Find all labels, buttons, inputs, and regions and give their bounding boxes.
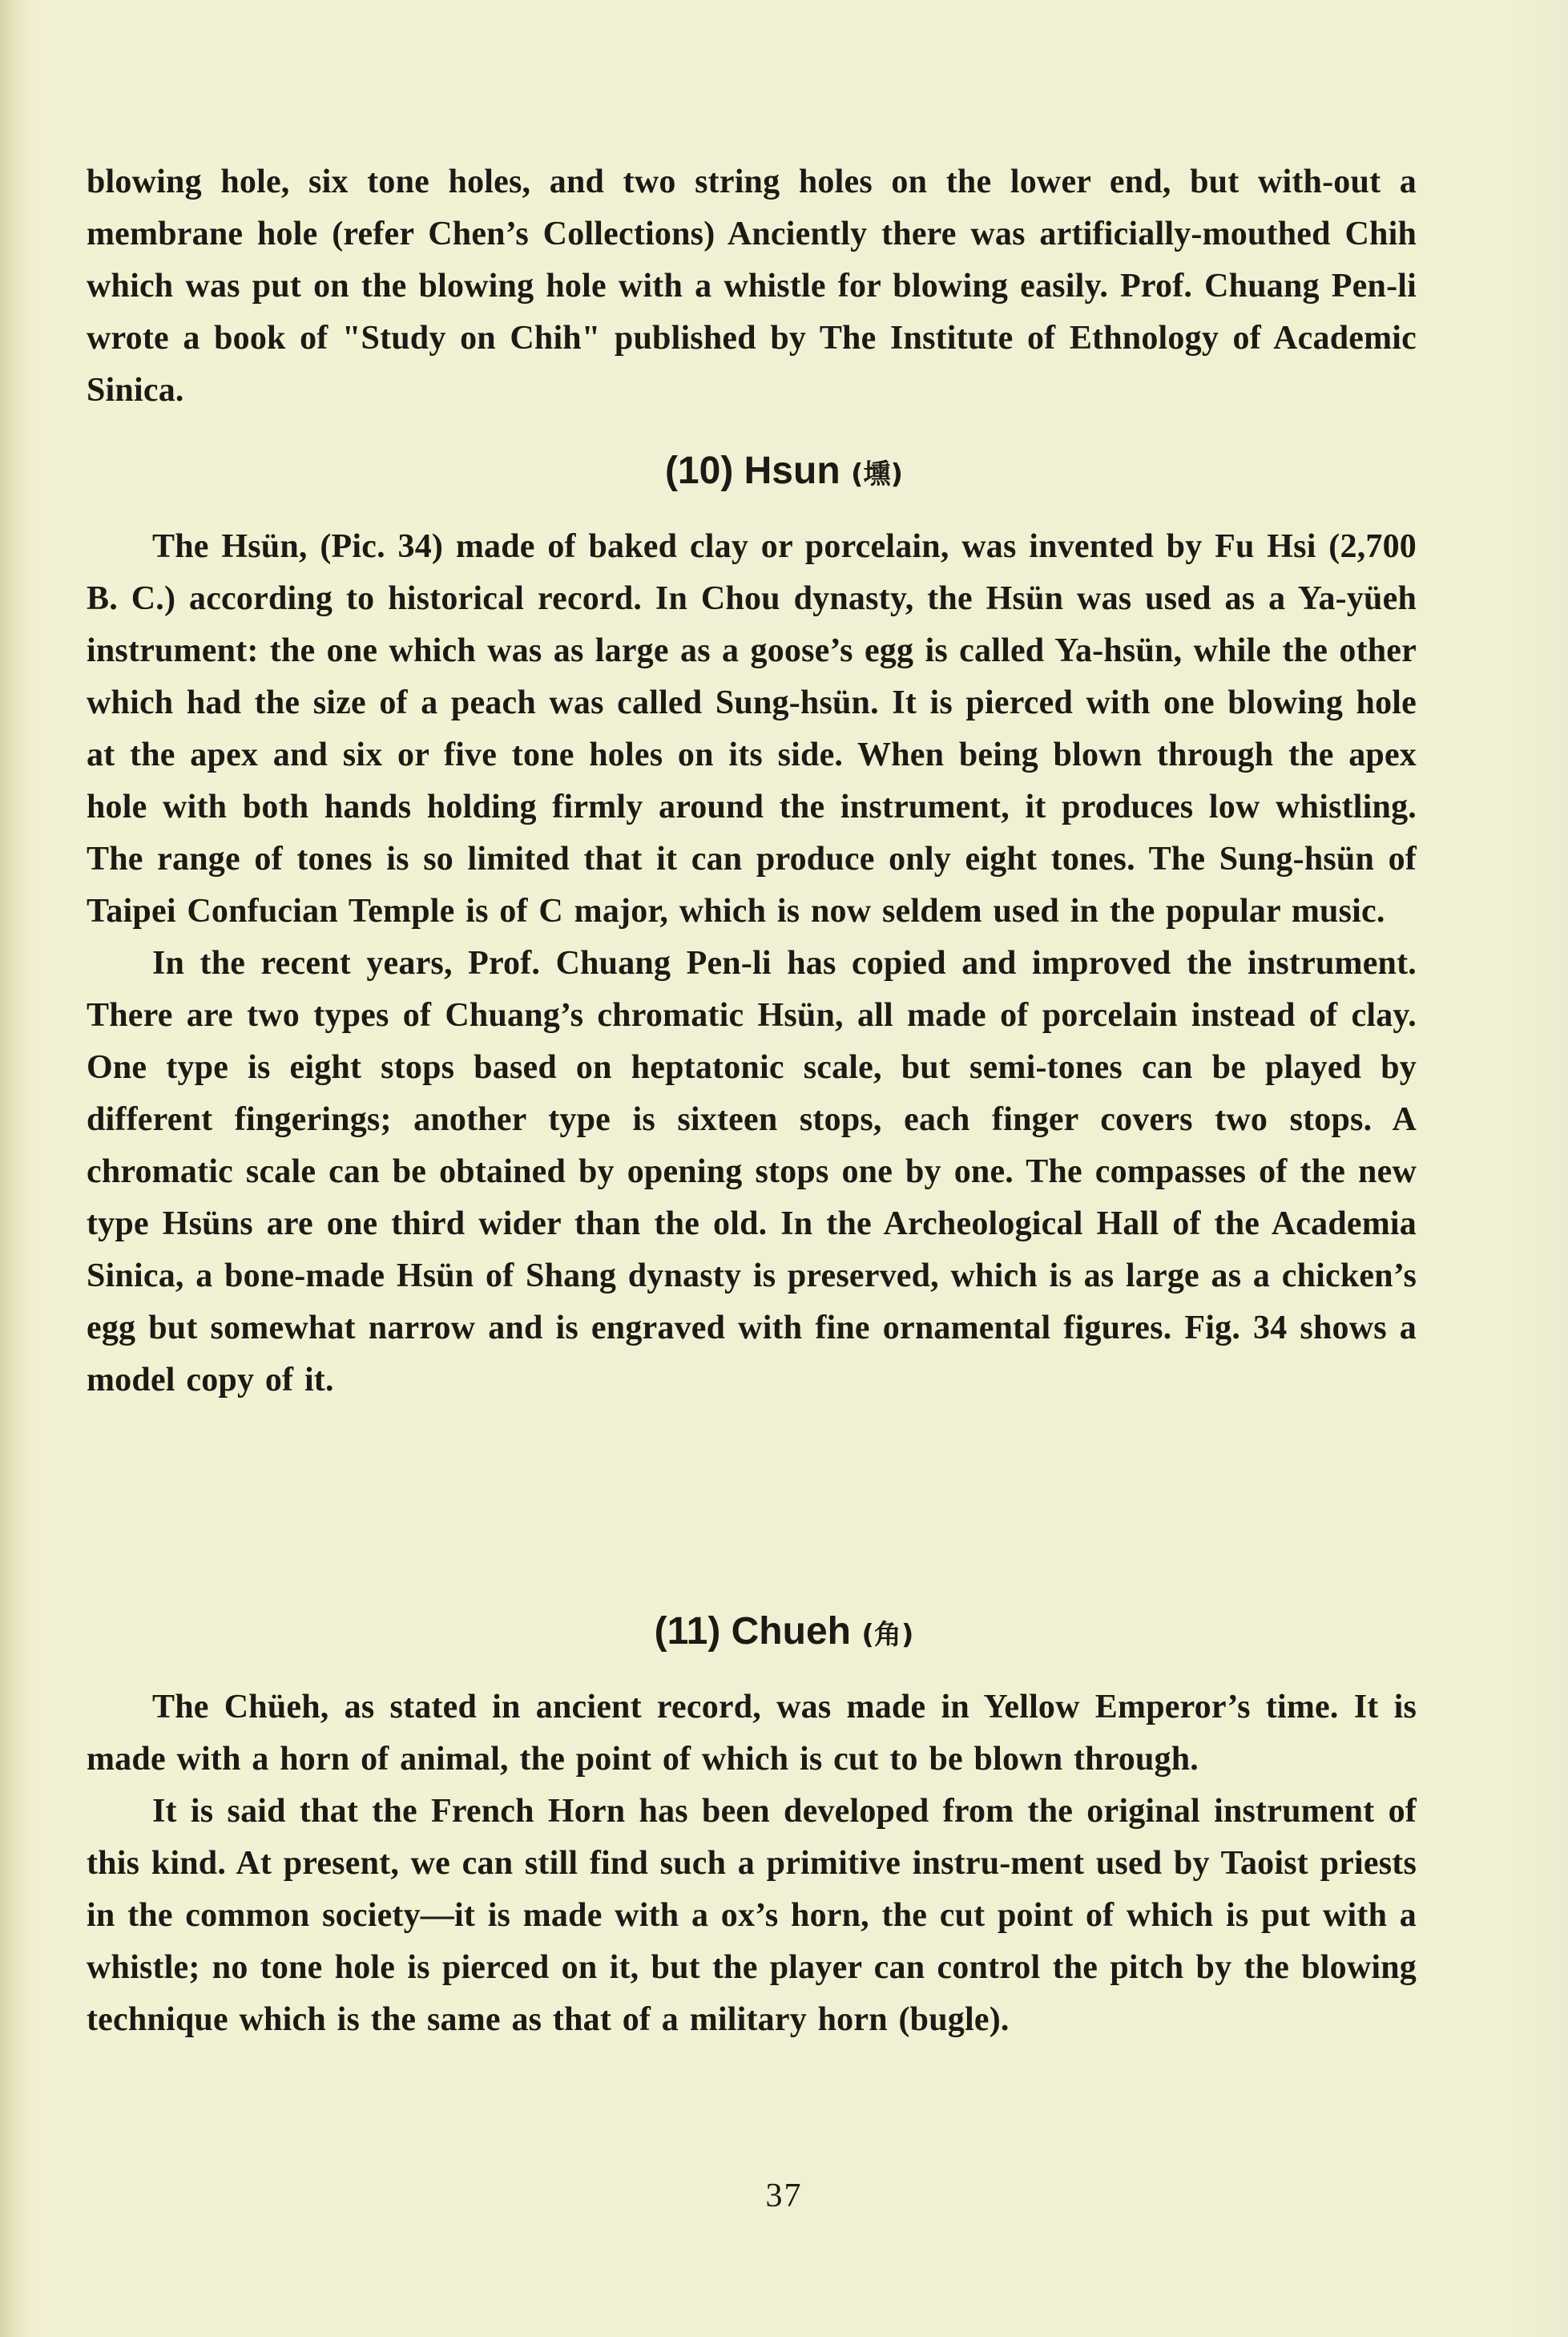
section-10-body	[87, 521, 1417, 1407]
section-11-chinese: (角)	[861, 1619, 914, 1651]
binding-gutter-shadow	[0, 0, 27, 2337]
section-10-paragraph-1: The Hsün, (Pic. 34) made of baked clay or porcelain, was invented by Fu Hsi (2,700 B. C.) according to historical record. In Chou dynasty, the Hsün was used as a Ya-yüeh instrument: the one which was as large as a goose’s egg is called Ya-hsün, while the other which had the size of a peach was called Sung-hsün. It is pierced with one blowing hole at the apex and six or five tone holes on its side. When being blown through the apex hole with both hands holding firmly around the instrument, it produces low whistling. The range of tones is so limited that it can produce only eight tones. The Sung-hsün of Taipei Confucian Temple is of C major, which is now seldem used in the popular music.	[87, 528, 1417, 930]
continuation-paragraph: blowing hole, six tone holes, and two string holes on the lower end, but with-out a membrane hole (refer Chen’s Collections) Anciently there was artificially-mouthed Chih which was put on the blowing hole with a whistle for blowing easily. Prof. Chuang Pen-li wrote a book of "Study on Chih" published by The Institute of Ethnology of Academic Sinica.	[87, 163, 1417, 409]
section-10-heading	[0, 449, 1568, 493]
section-11-paragraph-1: The Chüeh, as stated in ancient record, was made in Yellow Emperor’s time. It is made with a horn of animal, the point of which is cut to be blown through.	[87, 1689, 1417, 1778]
section-10-title: (10) Hsun	[664, 450, 840, 492]
continuation-block	[87, 156, 1417, 417]
section-11-body	[87, 1681, 1417, 2046]
section-11-title: (11) Chueh	[654, 1610, 851, 1653]
section-11-heading	[0, 1609, 1568, 1653]
page-number: 37	[765, 2178, 803, 2214]
section-10-paragraph-2: In the recent years, Prof. Chuang Pen-li has copied and improved the instrument. There are two types of Chuang’s chromatic Hsün, all made of porcelain instead of clay. One type is eight stops based on heptatonic scale, but semi-tones can be played by different fingerings; another type is sixteen stops, each finger covers two stops. A chromatic scale can be obtained by opening stops one by one. The compasses of the new type Hsüns are one third wider than the old. In the Archeological Hall of the Academia Sinica, a bone-made Hsün of Shang dynasty is preserved, which is as large as a chicken’s egg but somewhat narrow and is engraved with fine ornamental figures. Fig. 34 shows a model copy of it.	[87, 945, 1417, 1399]
section-11-paragraph-2: It is said that the French Horn has been developed from the original instrument of this kind. At present, we can still find such a primitive instru-ment used by Taoist priests in the common society—it is made with a ox’s horn, the cut point of which is put with a whistle; no tone hole is pierced on it, but the player can control the pitch by the blowing technique which is the same as that of a military horn (bugle).	[87, 1793, 1417, 2038]
section-10-chinese: (壎)	[850, 458, 904, 490]
